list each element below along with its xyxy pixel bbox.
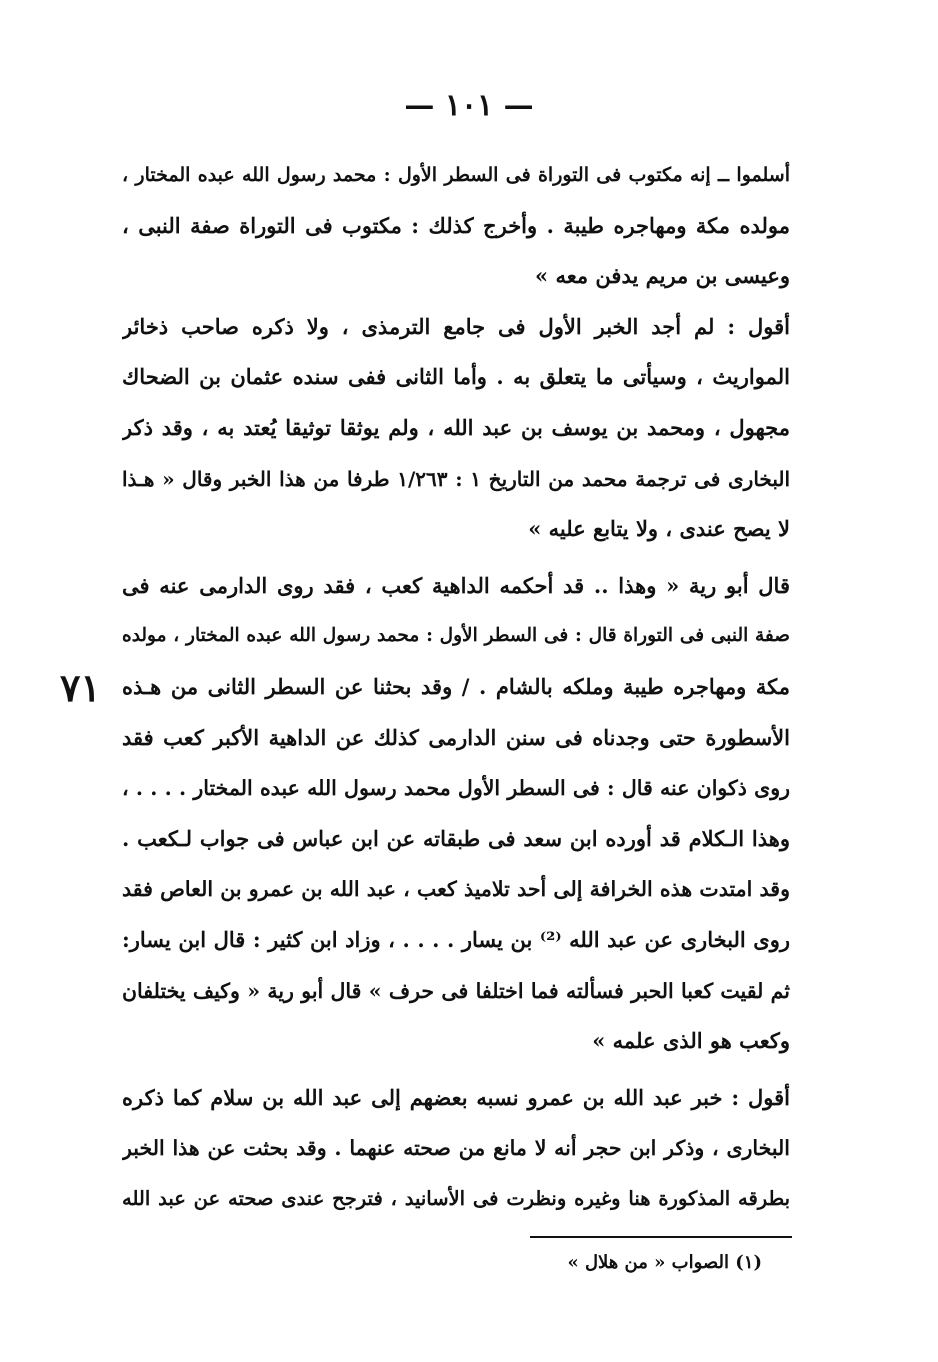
- text-line: وعيسى بن مريم يدفن معه »: [535, 263, 790, 289]
- text-line: بطرقه المذكورة هنا وغيره ونظرت فى الأسانيد ، فترجح عندى صحته عن عبد الله: [122, 1186, 790, 1210]
- page-number: — ١٠١ —: [404, 88, 534, 123]
- text-line: مكة ومهاجره طيبة وملكه بالشام . / وقد بحثنا عن السطر الثانى من هـذه: [122, 673, 790, 699]
- text-line: مولده مكة ومهاجره طيبة . وأخرج كذلك : مكتوب فى التوراة صفة النبى ،: [122, 212, 790, 238]
- text-line: لا يصح عندى ، ولا يتابع عليه »: [528, 516, 790, 542]
- body-text: [122, 150, 790, 1224]
- text-line: وكعب هو الذى علمه »: [592, 1028, 790, 1054]
- text-line: المواريث ، وسيأتى ما يتعلق به . وأما الثانى ففى سنده عثمان بن الضحاك: [122, 364, 790, 390]
- text-line: البخارى فى ترجمة محمد من التاريخ ١ : ١/٢٦٣ طرفا من هذا الخبر وقال « هـذا: [122, 466, 790, 491]
- text-line: روى البخارى عن عبد الله ⁽²⁾ بن يسار . . . . ، وزاد ابن كثير : قال ابن يسار:: [122, 926, 790, 952]
- text-line: مجهول ، ومحمد بن يوسف بن عبد الله ، ولم يوثقا توثيقا يُعتد به ، وقد ذكر: [122, 414, 790, 440]
- margin-page-number: ٧١: [60, 665, 101, 710]
- text-line: أقول : خبر عبد الله بن عمرو نسبه بعضهم إلى عبد الله بن سلام كما ذكره: [122, 1084, 790, 1110]
- text-line: صفة النبى فى التوراة قال : فى السطر الأول : محمد رسول الله عبده المختار ، مولده: [122, 625, 790, 647]
- text-line: ثم لقيت كعبا الحبر فسألته فما اختلفا فى حرف » قال أبو رية « وكيف يختلفان: [122, 978, 790, 1003]
- footnote: (١) الصواب « من هلال »: [567, 1252, 762, 1273]
- text-line: البخارى ، وذكر ابن حجر أنه لا مانع من صحته عنهما . وقد بحثت عن هذا الخبر: [122, 1136, 790, 1161]
- text-line: أسلموا ــ إنه مكتوب فى التوراة فى السطر الأول : محمد رسول الله عبده المختار ،: [122, 164, 790, 186]
- footnote-divider: [530, 1236, 792, 1238]
- text-line: وهذا الـكلام قد أورده ابن سعد فى طبقاته عن ابن عباس فى جواب لـكعب .: [122, 825, 790, 851]
- text-line: روى ذكوان عنه قال : فى السطر الأول محمد رسول الله عبده المختار . . . . ،: [122, 776, 790, 801]
- text-line: قال أبو رية « وهذا .. قد أحكمه الداهية كعب ، فقد روى الدارمى عنه فى: [122, 572, 790, 598]
- text-line: وقد امتدت هذه الخرافة إلى أحد تلاميذ كعب ، عبد الله بن عمرو بن العاص فقد: [122, 877, 790, 902]
- text-line: الأسطورة حتى وجدناه فى سنن الدارمى كذلك عن الداهية الأكبر كعب فقد: [122, 724, 790, 750]
- text-line: أقول : لم أجد الخبر الأول فى جامع الترمذى ، ولا ذكره صاحب ذخائر: [122, 313, 790, 339]
